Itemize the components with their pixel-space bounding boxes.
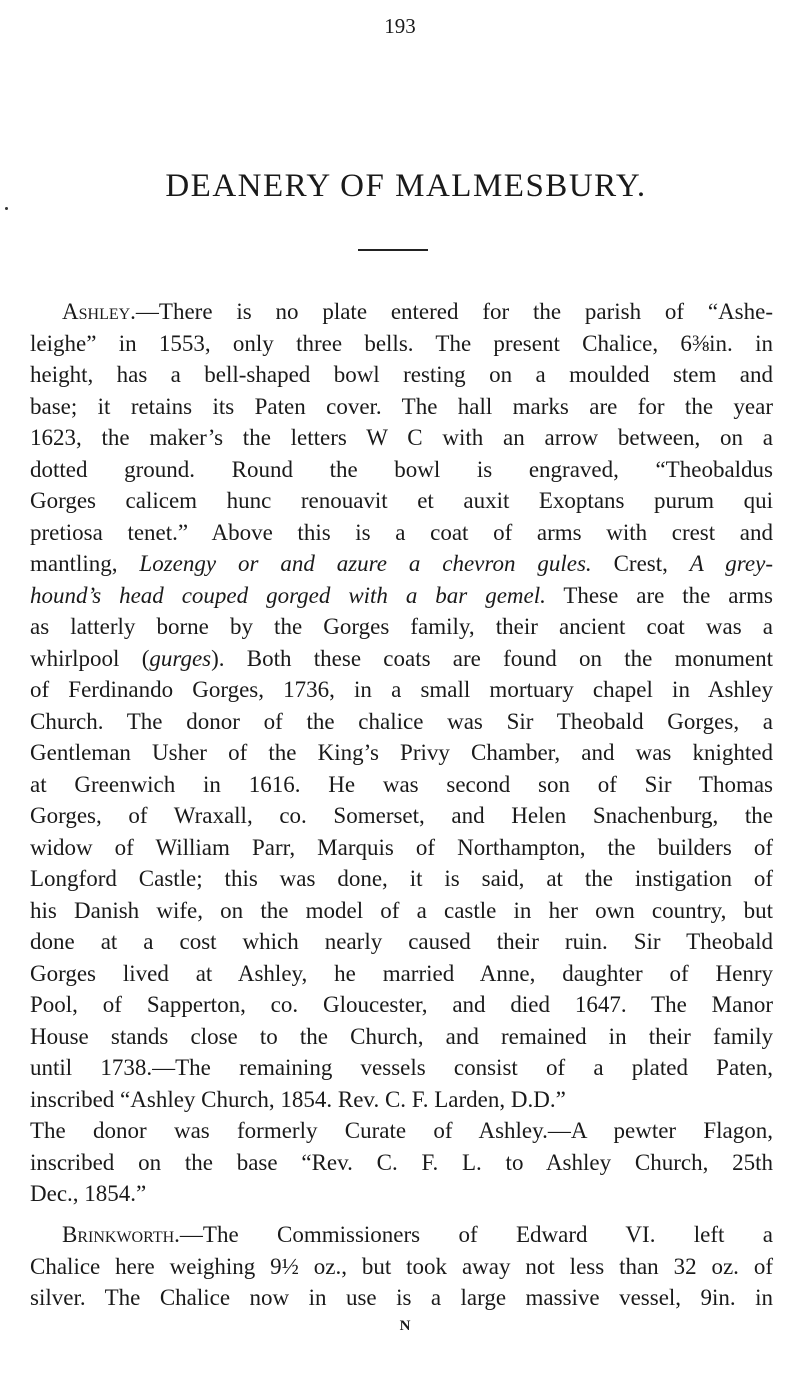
text-segment: leighe” in 1553, only three bells. The present Chalice, 6⅜in. in: [30, 330, 773, 356]
text-segment: pretiosa tenet.” Above this is a coat of arms with crest and: [30, 519, 773, 545]
text-line: [30, 611, 773, 643]
text-line: [30, 895, 773, 927]
text-segment: dotted ground. Round the bowl is engraved, “Theobaldus: [30, 456, 773, 482]
text-line: [30, 328, 773, 360]
text-line: [30, 1178, 773, 1210]
text-line: [30, 1251, 773, 1283]
text-line: [30, 580, 773, 612]
text-line: [30, 1052, 773, 1084]
text-line: [30, 706, 773, 738]
paragraph-ashley: [30, 296, 773, 1210]
italic-text: Lozengy or and azure a chevron gules.: [139, 551, 592, 576]
text-line: [30, 958, 773, 990]
text-line: [30, 1147, 773, 1179]
entry-heading: Brinkworth: [62, 1222, 175, 1247]
text-line: [30, 517, 773, 549]
text-line: [30, 422, 773, 454]
text-segment: Chalice here weighing 9½ oz., but took away not less than 32 oz. of: [30, 1253, 773, 1279]
text-segment: Dec., 1854.”: [30, 1181, 147, 1206]
text-segment: These are the arms: [545, 582, 773, 608]
print-speck: [5, 207, 8, 210]
text-line: [30, 1115, 773, 1147]
text-line: [30, 1021, 773, 1053]
text-line: [30, 359, 773, 391]
text-line: [30, 548, 773, 580]
text-segment: done at a cost which nearly caused their ruin. Sir Theobald: [30, 929, 773, 954]
text-segment: ). Both these coats are found on the monument: [211, 645, 773, 671]
text-segment: Gorges, of Wraxall, co. Somerset, and Helen Snachenburg, the: [30, 803, 773, 828]
text-line: [30, 989, 773, 1021]
text-segment: inscribed “Ashley Church, 1854. Rev. C. F. Larden, D.D.”: [30, 1086, 566, 1112]
signature-mark: N: [399, 1318, 411, 1334]
text-segment: height, has a bell-shaped bowl resting on a moulded stem and: [30, 362, 773, 387]
text-segment: Gentleman Usher of the King’s Privy Chamber, and was knighted: [30, 740, 773, 765]
entry-heading: Ashley: [62, 299, 131, 324]
italic-text: A grey-: [689, 551, 773, 576]
text-segment: 1623, the maker’s the letters W C with an arrow between, on a: [30, 425, 773, 450]
text-line: [30, 737, 773, 769]
text-segment: at Greenwich in 1616. He was second son of Sir Thomas: [30, 771, 773, 797]
text-line: [30, 800, 773, 832]
text-line: [30, 1282, 773, 1314]
text-line: [30, 454, 773, 486]
text-line: [30, 643, 773, 675]
text-segment: until 1738.—The remaining vessels consist of a plated Paten,: [30, 1055, 773, 1080]
text-segment: Pool, of Sapperton, co. Gloucester, and died 1647. The Manor: [30, 992, 773, 1017]
text-line: [30, 863, 773, 895]
text-segment: House stands close to the Church, and remained in their family: [30, 1023, 773, 1049]
text-segment: inscribed on the base “Rev. C. F. L. to Ashley Church, 25th: [30, 1149, 773, 1175]
text-segment: widow of William Parr, Marquis of Northampton, the builders of: [30, 834, 773, 860]
text-segment: Crest,: [591, 551, 690, 576]
title-divider: [358, 249, 428, 251]
text-line: [30, 485, 773, 517]
text-segment: mantling,: [30, 551, 140, 576]
text-line: [30, 391, 773, 423]
text-line: [30, 1084, 773, 1116]
text-line: [30, 674, 773, 706]
text-segment: silver. The Chalice now in use is a large massive vessel, 9in. in: [30, 1285, 773, 1310]
text-segment: Gorges lived at Ashley, he married Anne, daughter of Henry: [30, 960, 773, 986]
text-segment: .—The Commissioners of Edward VI. left a: [174, 1222, 773, 1247]
text-line: [30, 832, 773, 864]
page-number: 193: [384, 14, 416, 38]
text-segment: Church. The donor of the chalice was Sir Theobald Gorges, a: [30, 708, 773, 734]
text-segment: whirlpool (: [30, 645, 150, 671]
text-segment: The donor was formerly Curate of Ashley.—A pewter Flagon,: [30, 1118, 773, 1143]
text-segment: Gorges calicem hunc renouavit et auxit Exoptans purum qui: [30, 488, 773, 513]
text-segment: as latterly borne by the Gorges family, their ancient coat was a: [30, 614, 773, 639]
paragraph-brinkworth: [30, 1219, 773, 1314]
text-segment: of Ferdinando Gorges, 1736, in a small mortuary chapel in Ashley: [30, 677, 773, 702]
text-segment: his Danish wife, on the model of a castle in her own country, but: [30, 897, 773, 923]
text-segment: .—There is no plate entered for the parish of “Ashe-: [130, 299, 773, 324]
text-line: [30, 926, 773, 958]
italic-text: hound’s head couped gorged with a bar gemel.: [30, 582, 546, 608]
text-segment: Longford Castle; this was done, it is said, at the instigation of: [30, 866, 773, 891]
text-line: [30, 296, 773, 328]
text-line: [30, 769, 773, 801]
italic-text: gurges: [149, 645, 212, 671]
text-line: [30, 1219, 773, 1251]
text-segment: base; it retains its Paten cover. The hall marks are for the year: [30, 393, 773, 419]
page-title: DEANERY OF MALMESBURY.: [165, 168, 647, 204]
